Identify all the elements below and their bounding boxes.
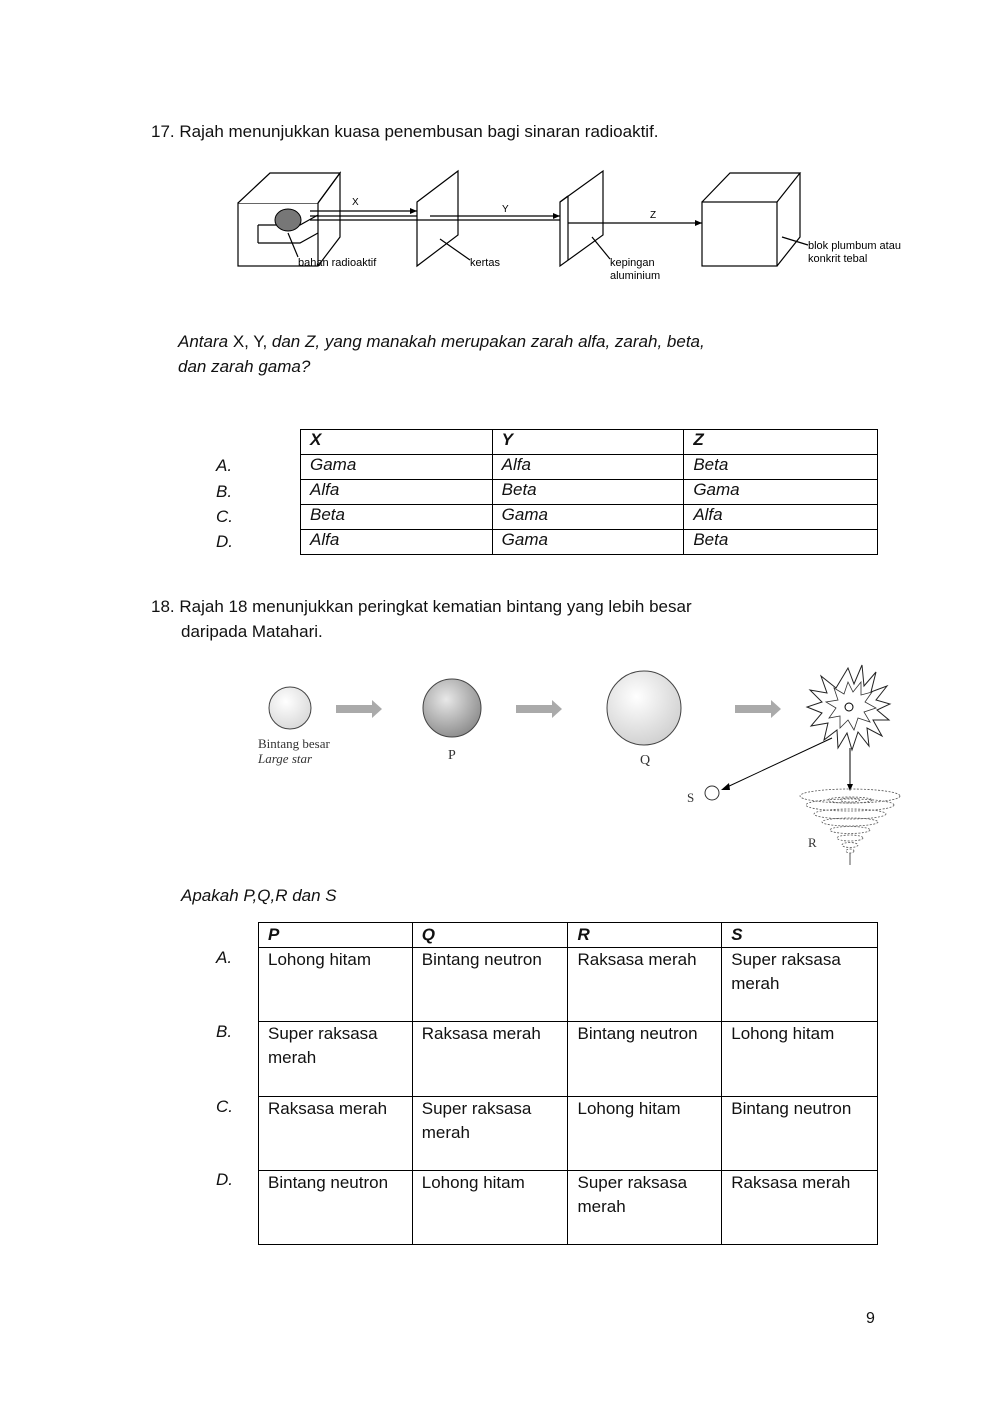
q18-option-b[interactable]: B.: [216, 1022, 233, 1041]
header-y: Y: [492, 430, 684, 455]
q17-question-mid: dan Z,: [267, 332, 325, 351]
q17-option-b[interactable]: B.: [216, 482, 233, 501]
large-star: [269, 687, 311, 729]
label-lead-1: blok plumbum atau: [808, 240, 901, 252]
q17-option-c[interactable]: C.: [216, 507, 233, 526]
label-s: S: [687, 790, 695, 805]
q17-option-a[interactable]: A.: [216, 456, 233, 475]
q18-text-line2: daripada Matahari.: [181, 622, 323, 641]
q18-c-p: Raksasa merah: [259, 1097, 413, 1171]
q18-d-s: Raksasa merah: [722, 1171, 878, 1245]
q17-option-d[interactable]: D.: [216, 532, 233, 551]
arrow-1: [336, 700, 382, 718]
q18-option-c[interactable]: C.: [216, 1097, 233, 1116]
label-aluminium-1: kepingan: [610, 257, 655, 269]
table-row: [259, 948, 878, 1022]
header-s: S: [722, 923, 878, 948]
q18-a-r: Raksasa merah: [568, 948, 722, 1022]
q17-d-y: Gama: [492, 530, 684, 555]
aluminium-sheet: [560, 171, 603, 266]
q18-question: Apakah P,Q,R dan S: [181, 886, 337, 905]
q18-d-p: Bintang neutron: [259, 1171, 413, 1245]
table-row: [301, 505, 878, 530]
q18-a-q: Bintang neutron: [412, 948, 568, 1022]
label-r: R: [808, 835, 817, 850]
q17-b-z: Gama: [684, 480, 878, 505]
q17-c-x: Beta: [301, 505, 493, 530]
q17-question: [178, 329, 705, 379]
q18-d-q: Lohong hitam: [412, 1171, 568, 1245]
q17-question-rest: yang manakah merupakan zarah alfa, zarah, beta,: [324, 332, 705, 351]
q18-b-q: Raksasa merah: [412, 1022, 568, 1097]
q17-answer-table: [300, 429, 878, 555]
q18-text-line1: Rajah 18 menunjukkan peringkat kematian bintang yang lebih besar: [179, 597, 692, 616]
label-large-star-en: Large star: [258, 751, 313, 766]
q18-a-s: Super raksasa merah: [722, 948, 878, 1022]
q17-d-x: Alfa: [301, 530, 493, 555]
star-p: [423, 679, 481, 737]
radioactive-source: [275, 209, 301, 231]
q18-number: 18.: [151, 597, 175, 616]
label-paper: kertas: [470, 257, 500, 269]
q17-d-z: Beta: [684, 530, 878, 555]
q17-question-pre: Antara: [178, 332, 233, 351]
arrow-3: [735, 700, 781, 718]
table-row: [301, 530, 878, 555]
q17-a-z: Beta: [684, 455, 878, 480]
paper-sheet: [417, 171, 458, 266]
label-z: Z: [650, 210, 657, 221]
q17-b-y: Beta: [492, 480, 684, 505]
q18-d-r: Super raksasa merah: [568, 1171, 722, 1245]
table-row: [259, 1171, 878, 1245]
label-aluminium-2: aluminium: [610, 270, 661, 282]
q18-option-d[interactable]: D.: [216, 1170, 233, 1189]
header-p: P: [259, 923, 413, 948]
label-y: Y: [502, 204, 509, 215]
q18-b-s: Lohong hitam: [722, 1022, 878, 1097]
supernova: [807, 665, 890, 750]
q17-text: Rajah menunjukkan kuasa penembusan bagi sinaran radioaktif.: [179, 122, 659, 141]
label-q: Q: [640, 753, 651, 768]
q17-b-x: Alfa: [301, 480, 493, 505]
q17-number: 17.: [151, 122, 175, 141]
label-lead-2: konkrit tebal: [808, 253, 868, 265]
q18-c-s: Bintang neutron: [722, 1097, 878, 1171]
q17-question-line2: dan zarah gama?: [178, 357, 311, 376]
label-source: bahan radioaktif: [298, 257, 377, 269]
q17-a-y: Alfa: [492, 455, 684, 480]
page-number: 9: [866, 1310, 875, 1327]
star-q: [607, 671, 681, 745]
q18-option-a[interactable]: A.: [216, 948, 233, 967]
table-row: [301, 480, 878, 505]
q18-answer-table: [258, 922, 878, 1245]
q18-c-q: Super raksasa merah: [412, 1097, 568, 1171]
table-header-row: [301, 430, 878, 455]
object-s: [705, 786, 719, 800]
header-r: R: [568, 923, 722, 948]
header-z: Z: [684, 430, 878, 455]
label-x: X: [352, 197, 359, 208]
q18-heading: [151, 594, 692, 644]
q18-b-p: Super raksasa merah: [259, 1022, 413, 1097]
radiation-penetration-diagram: [230, 165, 920, 290]
q17-c-y: Gama: [492, 505, 684, 530]
table-row: [259, 1022, 878, 1097]
q18-a-p: Lohong hitam: [259, 948, 413, 1022]
q17-question-xy: X, Y,: [232, 332, 268, 351]
label-p: P: [448, 748, 456, 763]
header-x: X: [301, 430, 493, 455]
q18-c-r: Lohong hitam: [568, 1097, 722, 1171]
table-row: [259, 1097, 878, 1171]
q18-b-r: Bintang neutron: [568, 1022, 722, 1097]
table-header-row: [259, 923, 878, 948]
star-death-diagram: [250, 660, 910, 875]
q17-a-x: Gama: [301, 455, 493, 480]
arrow-2: [516, 700, 562, 718]
table-row: [301, 455, 878, 480]
q17-c-z: Alfa: [684, 505, 878, 530]
header-q: Q: [412, 923, 568, 948]
label-large-star: Bintang besar: [258, 736, 330, 751]
lead-block: [702, 202, 777, 266]
q17-heading: [151, 119, 659, 144]
